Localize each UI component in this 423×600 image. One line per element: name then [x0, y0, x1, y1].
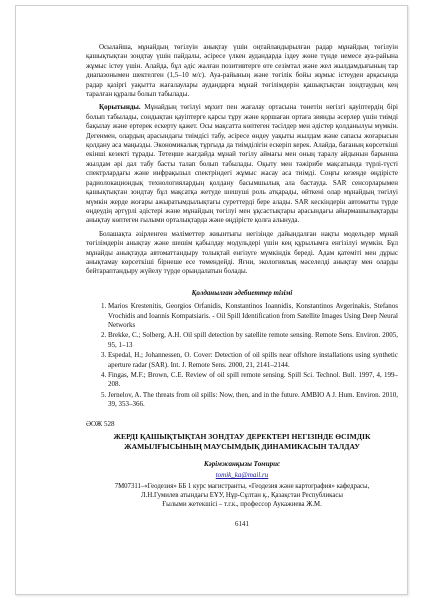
article-title: ЖЕРДІ ҚАШЫҚТЫҚТАН ЗОНДТАУ ДЕРЕКТЕРІ НЕГІЗІНДЕ ӨСІМДІК ЖАМЫЛҒЫСЫНЫҢ МАУСЫМДЫҚ ДИНАМИКАСЫН ТАЛДАУ	[113, 432, 371, 452]
reference-item: 3. Espedal, H.; Johannessen, O. Cover: Detection of oil spills near offshore installations using synthetic aperture radar (SAR). Int. J. Remote Sens. 2000, 21, 2141–2144.	[108, 351, 398, 370]
reference-item: 2. Brekke, C.; Solberg, A.H. Oil spill detection by satellite remote sensing. Remote Sens. Environ. 2005, 95, 1–13	[108, 331, 398, 350]
affiliation-line: Ғылыми жетекшісі – т.г.к., профессор Аукажиева Ж.М.	[162, 501, 322, 509]
references-title: Қолданылған әдебиеттер тізімі	[191, 288, 293, 297]
reference-item: 5. Jernelov, A. The threats from oil spills: Now, then, and in the future. AMBIO A J. Hum. Environ. 2010, 39, 353–366.	[108, 391, 398, 410]
conclusion-lead: Қорытынды.	[99, 103, 141, 112]
conclusion-body: Мұнайдың төгілуі мұхит пен жағалау ортасына төнетін негізгі қауіптердің бірі болып табылады, сондықтан қауіптерге қарсы тұру және қоршаған ортаға зиянды әсерлер үшін тиімді бақылау және ертерек ескерту қажет. Осы мақсатта көптеген тәсілдер мен әдістер қолданылуы мүмкін. Дегенмен, олардың арасындағы тиімдісі табу, әсіресе өндеу уақыты жылдам және сапасы жоғарысын қолдану аса маңызды. Экономикалық тұрғыда да тиімділігін ескеріп керек. Алайда, бағаның көрсеткіші екінші кезекті тұрады. Тетеңше жағдайда мұнай төгілу аймағы мен оның таралу айдынын барынша жылдам әрі дал табу басты талап болып табылады. Оқыту мен тәжірибе мақсатында түрлі-түсті спектрлардағы және инфрақызыл спектріндегі жұмыс жасау аса тиімді. Соңғы кезеңде өңдірісте радиолокациондық технологиялардың қолдану басымшылық ала бастауда. SAR сенсорларымен қашықтықтан зондтау бұл мақсатқа жетуде шешуші роль атқарады, өйткені олар мұнайдың төгілуі мүмкін жерде жоғары ажыратымдылықтағы суреттерді бере алады. SAR кескіндерін автоматты түрде өңдеудің әртүрлі әдістері және мұнайдың төгілуі мен ұқсастықтары арасындағы айырмашылықтарды анықтау көптеген ғылыми орталықтарда және өңдірісте қолға алынуда.	[86, 103, 398, 225]
reference-item: 4. Fingas, M.F.; Brown, C.E. Review of oil spill remote sensing. Spill Sci. Technol. Bull. 1997, 4, 199–208.	[108, 371, 398, 390]
conclusion-paragraph	[86, 103, 398, 225]
author-name: Кәрімжанқызы Томирис	[203, 460, 281, 469]
references-list	[86, 302, 398, 409]
affiliation-line: Л.Н.Гумилев атындағы ЕҰУ, Нұр-Сұлтан қ., Қазақстан Республикасы	[141, 492, 343, 500]
future-paragraph: Болашақта әзірленген мәліметтер жиынтығы негізінде дайындалған нақты модельдер мұнай төгілімдерін анықтау және шешім қабылдау модульдері үшін кең құрылымға енгізілуі мүмкін. Бұл мұнайды анықтауда автоматтандыру толықтай енгізуге мүмкіндік береді. Адам қатеміті мен дұрыс анықтамау көрсеткіші бірнеше есе төмендейді. Яғни, экологиялық мәселелді анықтау мен оларды бейтараптандыру жүйелу түрде орындалатын болады.	[86, 229, 398, 276]
affiliation-line: 7М07311–«Геодезия» ББ 1 курс магистранты, «Геодезия және картография» кафедрасы,	[114, 483, 370, 491]
intro-paragraph: Осылайша, мұнайдың төгілуін анықтау үшін оңтайландырылған радар мұнайдың төгілуін қашықтықтан зондтау үшін пайдалы, әсіресе үлкен аудандарда іздеу жөне түнде немесе ауа-райына жұмыс істеу үшін. Алайда, бұл әдіс жалған позитивтерге өте сезімтал және жел жылдамдығының тар диапазонымен шектелген (1,5–10 м/с). Ауа-райының және төгілік бойы жұмыс істеуден арқасында радар қазіргі уақытта жағалаулары аудандарға мұнай төгілімдерін қашықтықтан зондтаудың кең таралған құралы болып табылады.	[86, 43, 398, 99]
document-page	[15, 5, 408, 595]
page-content	[86, 43, 398, 528]
author-email-link[interactable]: tomik_ka@mail.ru	[215, 471, 269, 480]
reference-item: 1. Marios Krestenitis, Georgios Orfanidis, Konstantinos Ioannidis, Konstantinos Avgerinakis, Stefanos Vrochidis and Ioannis Kompatsiaris. - Oil Spill Identification from Satellite Images Using Deep Neural Networks	[108, 302, 398, 330]
page-number: 6141	[235, 519, 249, 528]
udc-code: ӘОЖ 528	[86, 419, 115, 428]
